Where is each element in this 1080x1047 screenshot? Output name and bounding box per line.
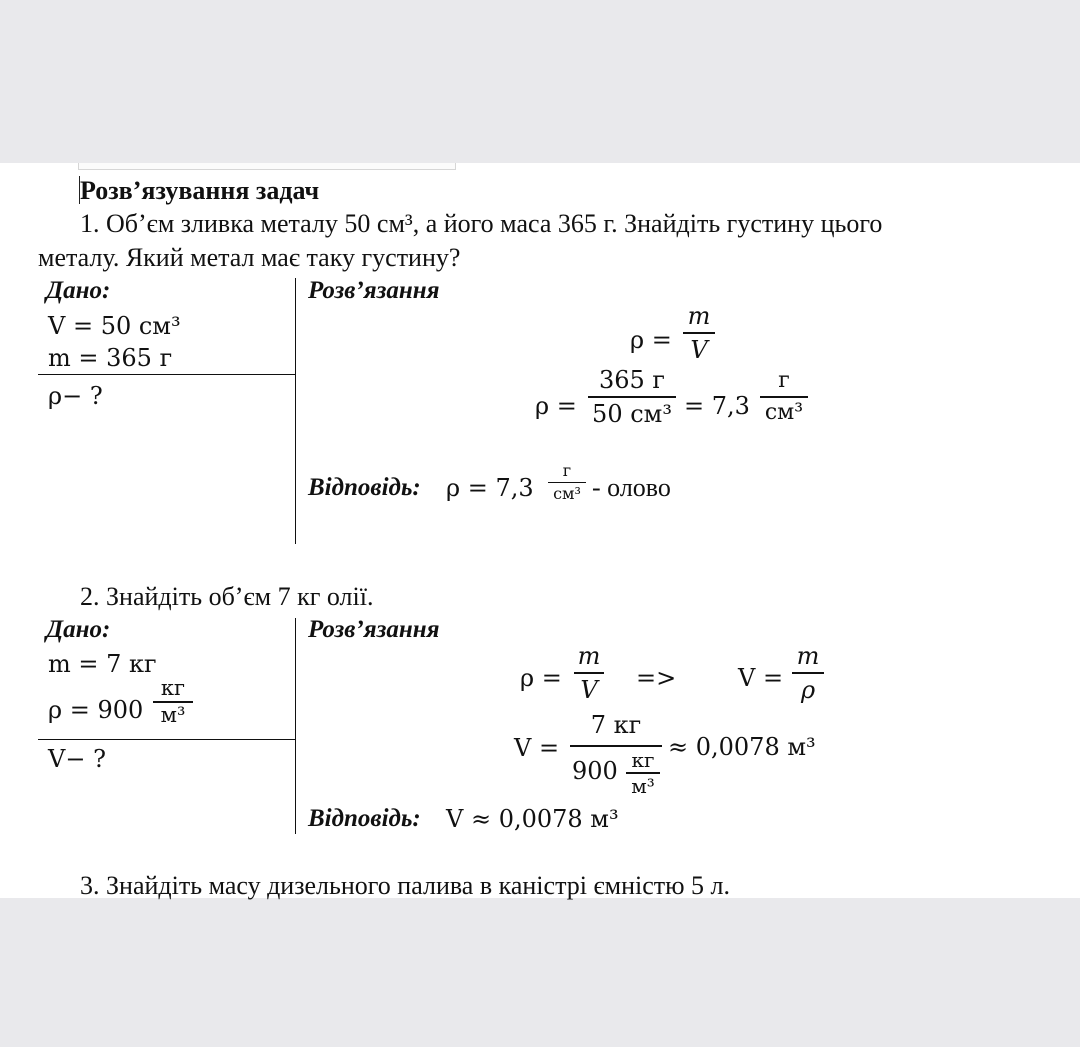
- p1-answer-unit-den: см³: [553, 484, 581, 503]
- p1-calc-den: 50 см³: [592, 400, 672, 428]
- p1-formula-lhs: ρ =: [630, 326, 672, 354]
- p1-calc-unit: [760, 370, 808, 424]
- problem2-text: 2. Знайдіть об’єм 7 кг олії.: [80, 582, 374, 611]
- fraction-bar: [570, 745, 662, 747]
- p1-calc-lhs: ρ =: [535, 392, 577, 420]
- fraction-bar: [792, 672, 824, 674]
- problem3-text: 3. Знайдіть масу дизельного палива в каністрі ємністю 5 л.: [80, 871, 731, 900]
- p1-given-divider: [38, 374, 296, 375]
- p2-column-divider: [295, 618, 296, 834]
- fraction-bar: [588, 396, 676, 398]
- p2-given-label: Дано:: [46, 616, 111, 643]
- p2-find: V− ?: [48, 745, 106, 773]
- fraction-bar: [683, 332, 715, 334]
- p1-calc-unit-den: см³: [764, 400, 804, 425]
- p1-calc-num: 365 г: [598, 366, 665, 394]
- p1-formula-fraction: [683, 304, 715, 362]
- document-page: [0, 163, 1080, 898]
- p2-calc-den-unit-num: кг: [631, 748, 655, 772]
- p1-find: ρ− ?: [48, 382, 103, 410]
- fraction-bar: [574, 672, 604, 674]
- p2-formula1-fraction: [574, 644, 604, 702]
- p2-given-divider: [38, 739, 296, 740]
- p2-calc-den-unit-den: м³: [631, 774, 655, 798]
- p2-calc-den-unit: [626, 750, 660, 796]
- p2-answer-label: Відповідь:: [308, 805, 421, 832]
- heading: Розв’язування задач: [80, 176, 320, 205]
- p1-answer-unit-num: г: [562, 461, 572, 480]
- p2-answer-value: V ≈ 0,0078 м³: [446, 805, 619, 833]
- p2-given-density-unit: [153, 678, 193, 726]
- p2-formula1-den: V: [580, 676, 598, 704]
- p2-solution-label: Розв’язання: [308, 616, 440, 643]
- p1-calc-fraction: [588, 368, 676, 426]
- p2-arrow: =>: [636, 664, 677, 692]
- fraction-bar: [760, 396, 808, 398]
- p1-answer-value: ρ = 7,3: [446, 474, 534, 502]
- p2-calc-den-value: 900: [572, 757, 618, 785]
- p2-formula2-fraction: [792, 644, 824, 702]
- p2-given-density: ρ = 900: [48, 696, 144, 724]
- p2-given-unit-den: м³: [160, 703, 186, 727]
- p2-calc-lhs: V =: [514, 734, 560, 762]
- p1-calc-result: = 7,3: [684, 392, 750, 420]
- p1-answer-label: Відповідь:: [308, 474, 421, 501]
- problem1-text-line1: 1. Об’єм зливка металу 50 см³, а його маса 365 г. Знайдіть густину цього: [80, 209, 883, 238]
- p2-calc-fraction: [570, 711, 662, 807]
- p2-given-mass: m = 7 кг: [48, 650, 157, 678]
- p1-calc-unit-num: г: [778, 368, 790, 393]
- p2-given-unit-num: кг: [160, 676, 186, 700]
- p2-calc-result: ≈ 0,0078 м³: [668, 733, 816, 761]
- p1-given-volume: V = 50 см³: [48, 312, 181, 340]
- p1-answer-unit: [548, 463, 586, 502]
- problem1-text-line2: металу. Який метал має таку густину?: [38, 243, 461, 272]
- p2-calc-num: 7 кг: [590, 711, 642, 739]
- p2-formula2-lhs: V =: [738, 664, 784, 692]
- p1-formula-den: V: [690, 336, 708, 364]
- p2-formula1-lhs: ρ =: [520, 664, 562, 692]
- p2-formula2-num: m: [796, 642, 820, 670]
- p1-given-label: Дано:: [46, 277, 111, 304]
- p1-answer-tail: - олово: [592, 473, 671, 502]
- table-ruler-remnant: [78, 163, 456, 170]
- fraction-bar: [548, 482, 586, 483]
- p2-formula1-num: m: [577, 642, 601, 670]
- p1-column-divider: [295, 278, 296, 544]
- p2-formula2-den: ρ: [800, 676, 816, 704]
- p1-formula-num: m: [687, 302, 711, 330]
- p1-given-mass: m = 365 г: [48, 344, 173, 372]
- p1-solution-label: Розв’язання: [308, 277, 440, 304]
